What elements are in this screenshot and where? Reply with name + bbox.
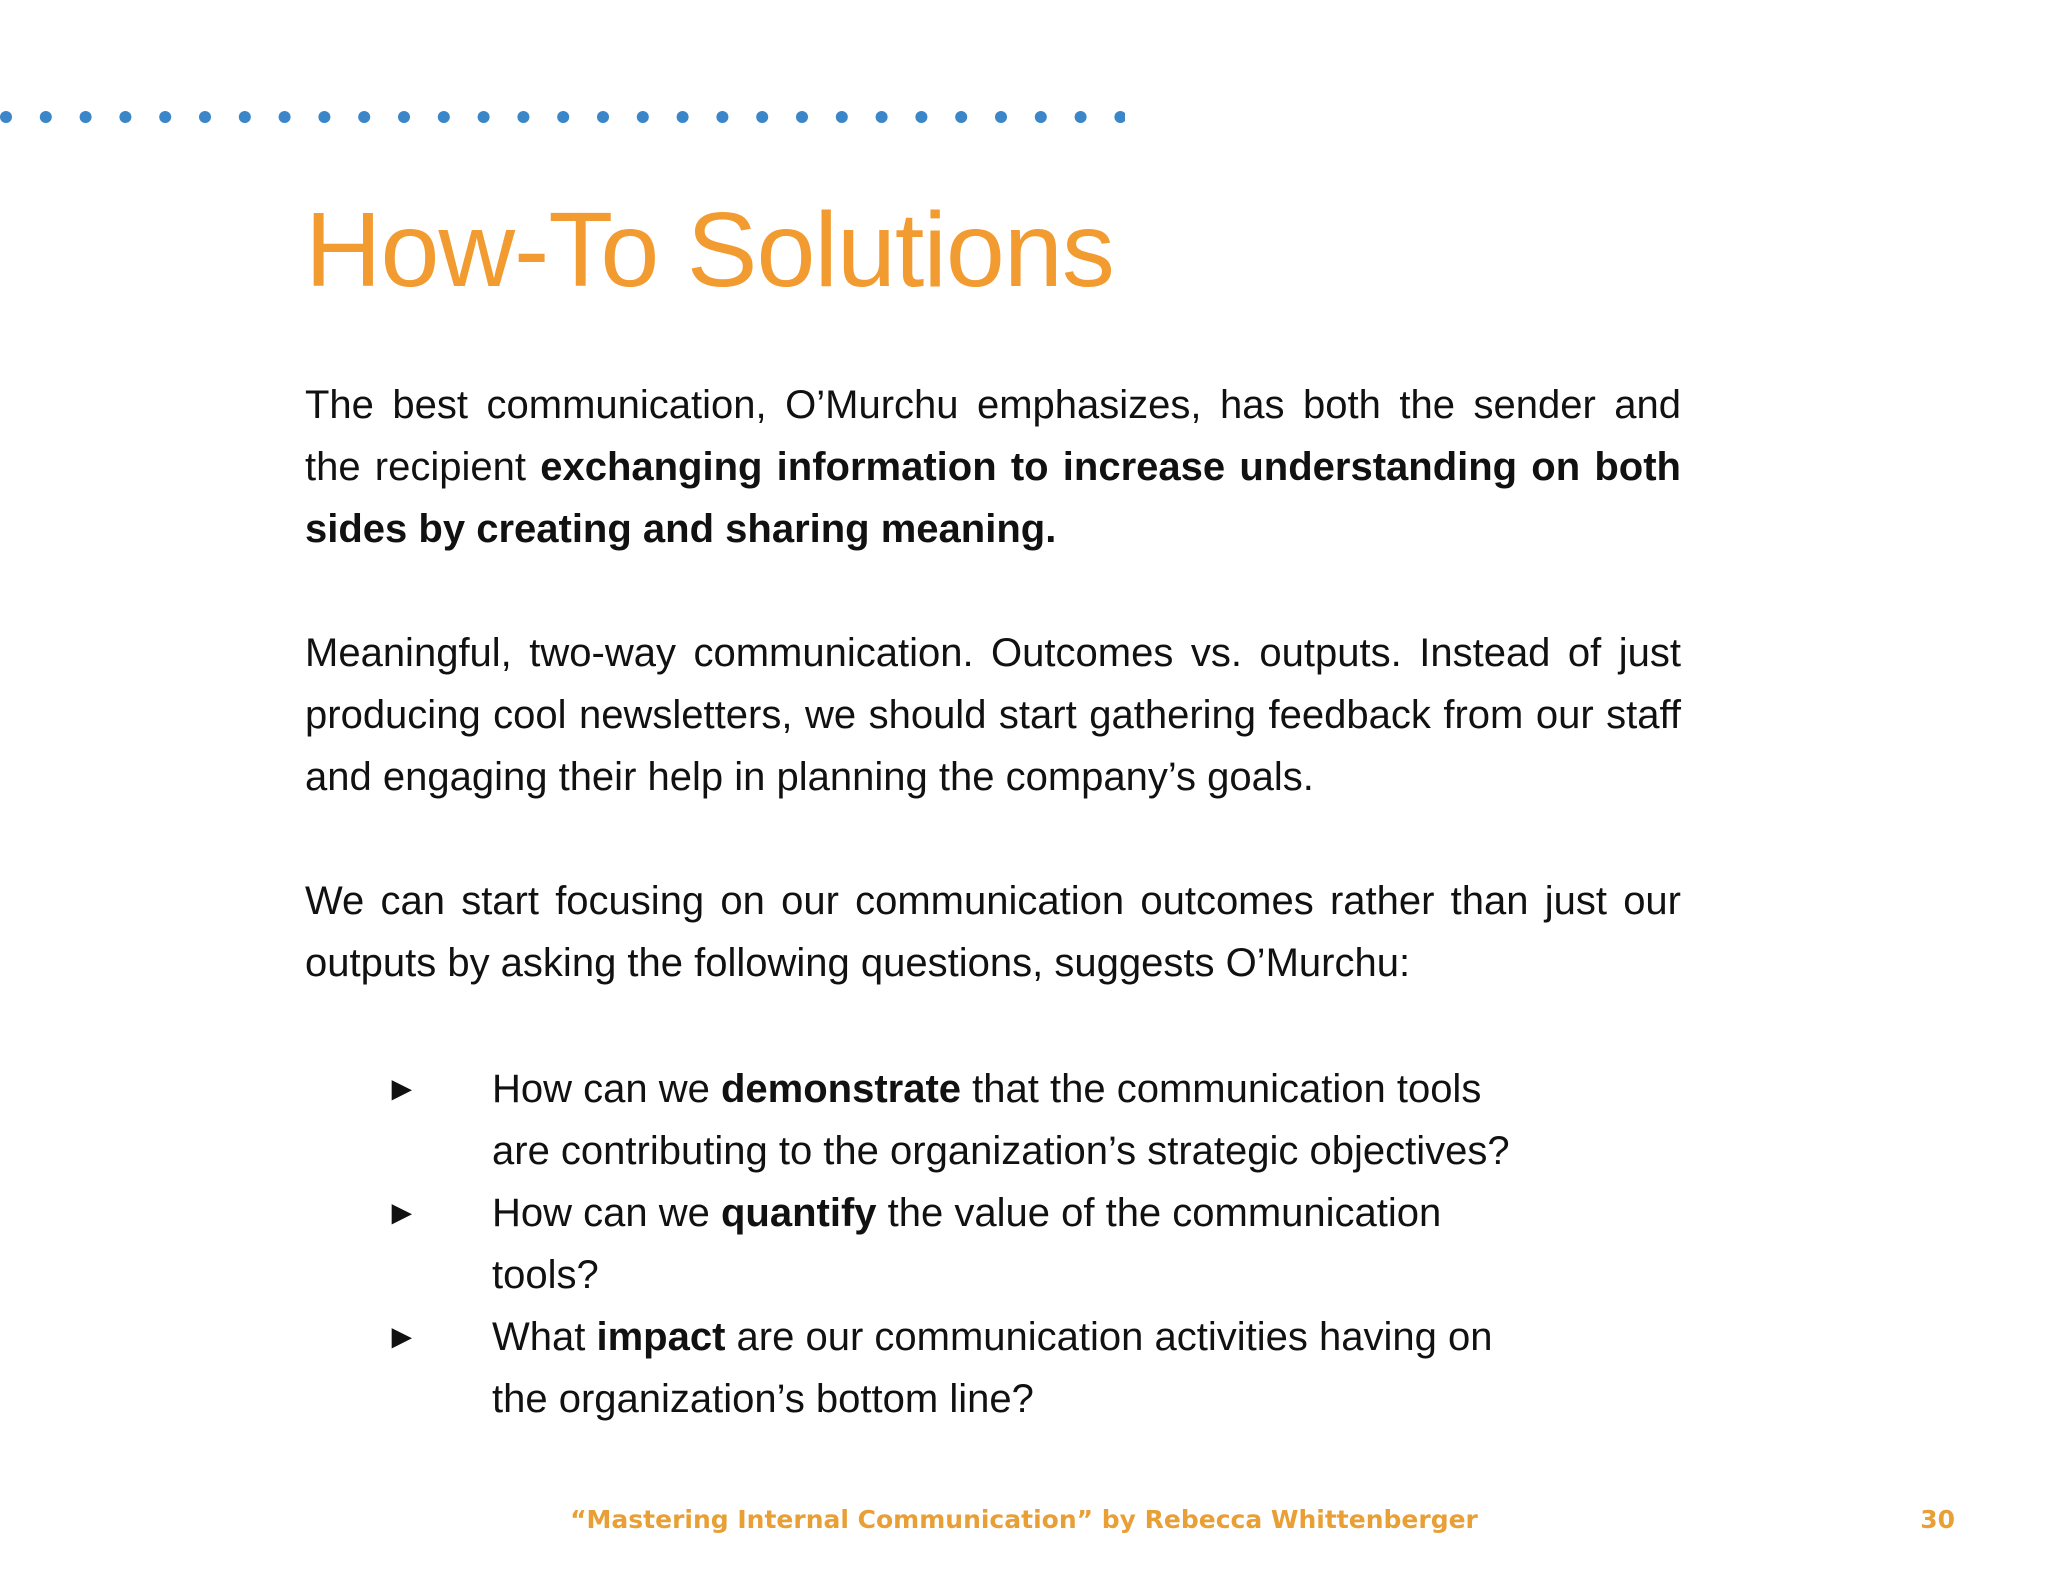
paragraph-1-emphasis: exchanging information to increase understanding on both sides by creating and sharing meaning. [305,445,1681,551]
list-item-emphasis: demonstrate [720,1067,962,1111]
dot [0,111,12,123]
page-number: 30 [1920,1505,1955,1534]
paragraph-2 [305,622,1681,808]
dot [1035,111,1047,123]
dot [915,111,927,123]
list-item-text: the value of the communication tools? [492,1191,1442,1297]
paragraph-2-text: Meaningful, two-way communication. Outcomes vs. outputs. Instead of just producing cool newsletters, we should start gathering feedback from our staff and engaging their help in planning the company’s goals. [305,631,1681,799]
dot [358,111,370,123]
footer-credit: “Mastering Internal Communication” by Rebecca Whittenberger [570,1505,1478,1534]
page-title: How-To Solutions [305,191,1114,309]
dot [279,111,291,123]
list-item-text: How can we [492,1067,721,1111]
bullet-arrow-icon: ► [385,1194,419,1232]
dot [597,111,609,123]
paragraph-1-text: The best communication, O’Murchu emphasizes, has both the sender and the recipient [305,383,1681,489]
list-item-text: How can we [492,1191,721,1235]
question-list [305,1058,1681,1430]
dot [239,111,251,123]
dot [398,111,410,123]
dot [876,111,888,123]
dot [199,111,211,123]
paragraph-3-text: We can start focusing on our communication outcomes rather than just our outputs by asking the following questions, suggests O’Murchu: [305,879,1681,985]
dotted-rule [0,110,1125,124]
list-item-text: What [492,1315,597,1359]
paragraph-3 [305,870,1681,994]
dot [756,111,768,123]
dot [836,111,848,123]
dot [1114,111,1125,123]
dot [995,111,1007,123]
dot [119,111,131,123]
list-item [305,1058,1542,1182]
dot [478,111,490,123]
dot [40,111,52,123]
dot [955,111,967,123]
dot [318,111,330,123]
bullet-arrow-icon: ► [385,1070,419,1108]
list-item [305,1182,1542,1306]
dot [1075,111,1087,123]
dot [677,111,689,123]
dot [637,111,649,123]
bullet-arrow-icon: ► [385,1318,419,1356]
list-item-emphasis: impact [596,1315,726,1359]
list-item-text: that the communication tools are contributing to the organization’s strategic objectives? [492,1067,1510,1173]
dot [438,111,450,123]
list-item [305,1306,1542,1430]
dot [796,111,808,123]
dot [80,111,92,123]
dot [716,111,728,123]
paragraph-1 [305,374,1681,560]
dot [557,111,569,123]
list-item-text: are our communication activities having on the organization’s bottom line? [492,1315,1493,1421]
dot [517,111,529,123]
dot [159,111,171,123]
list-item-emphasis: quantify [720,1191,877,1235]
